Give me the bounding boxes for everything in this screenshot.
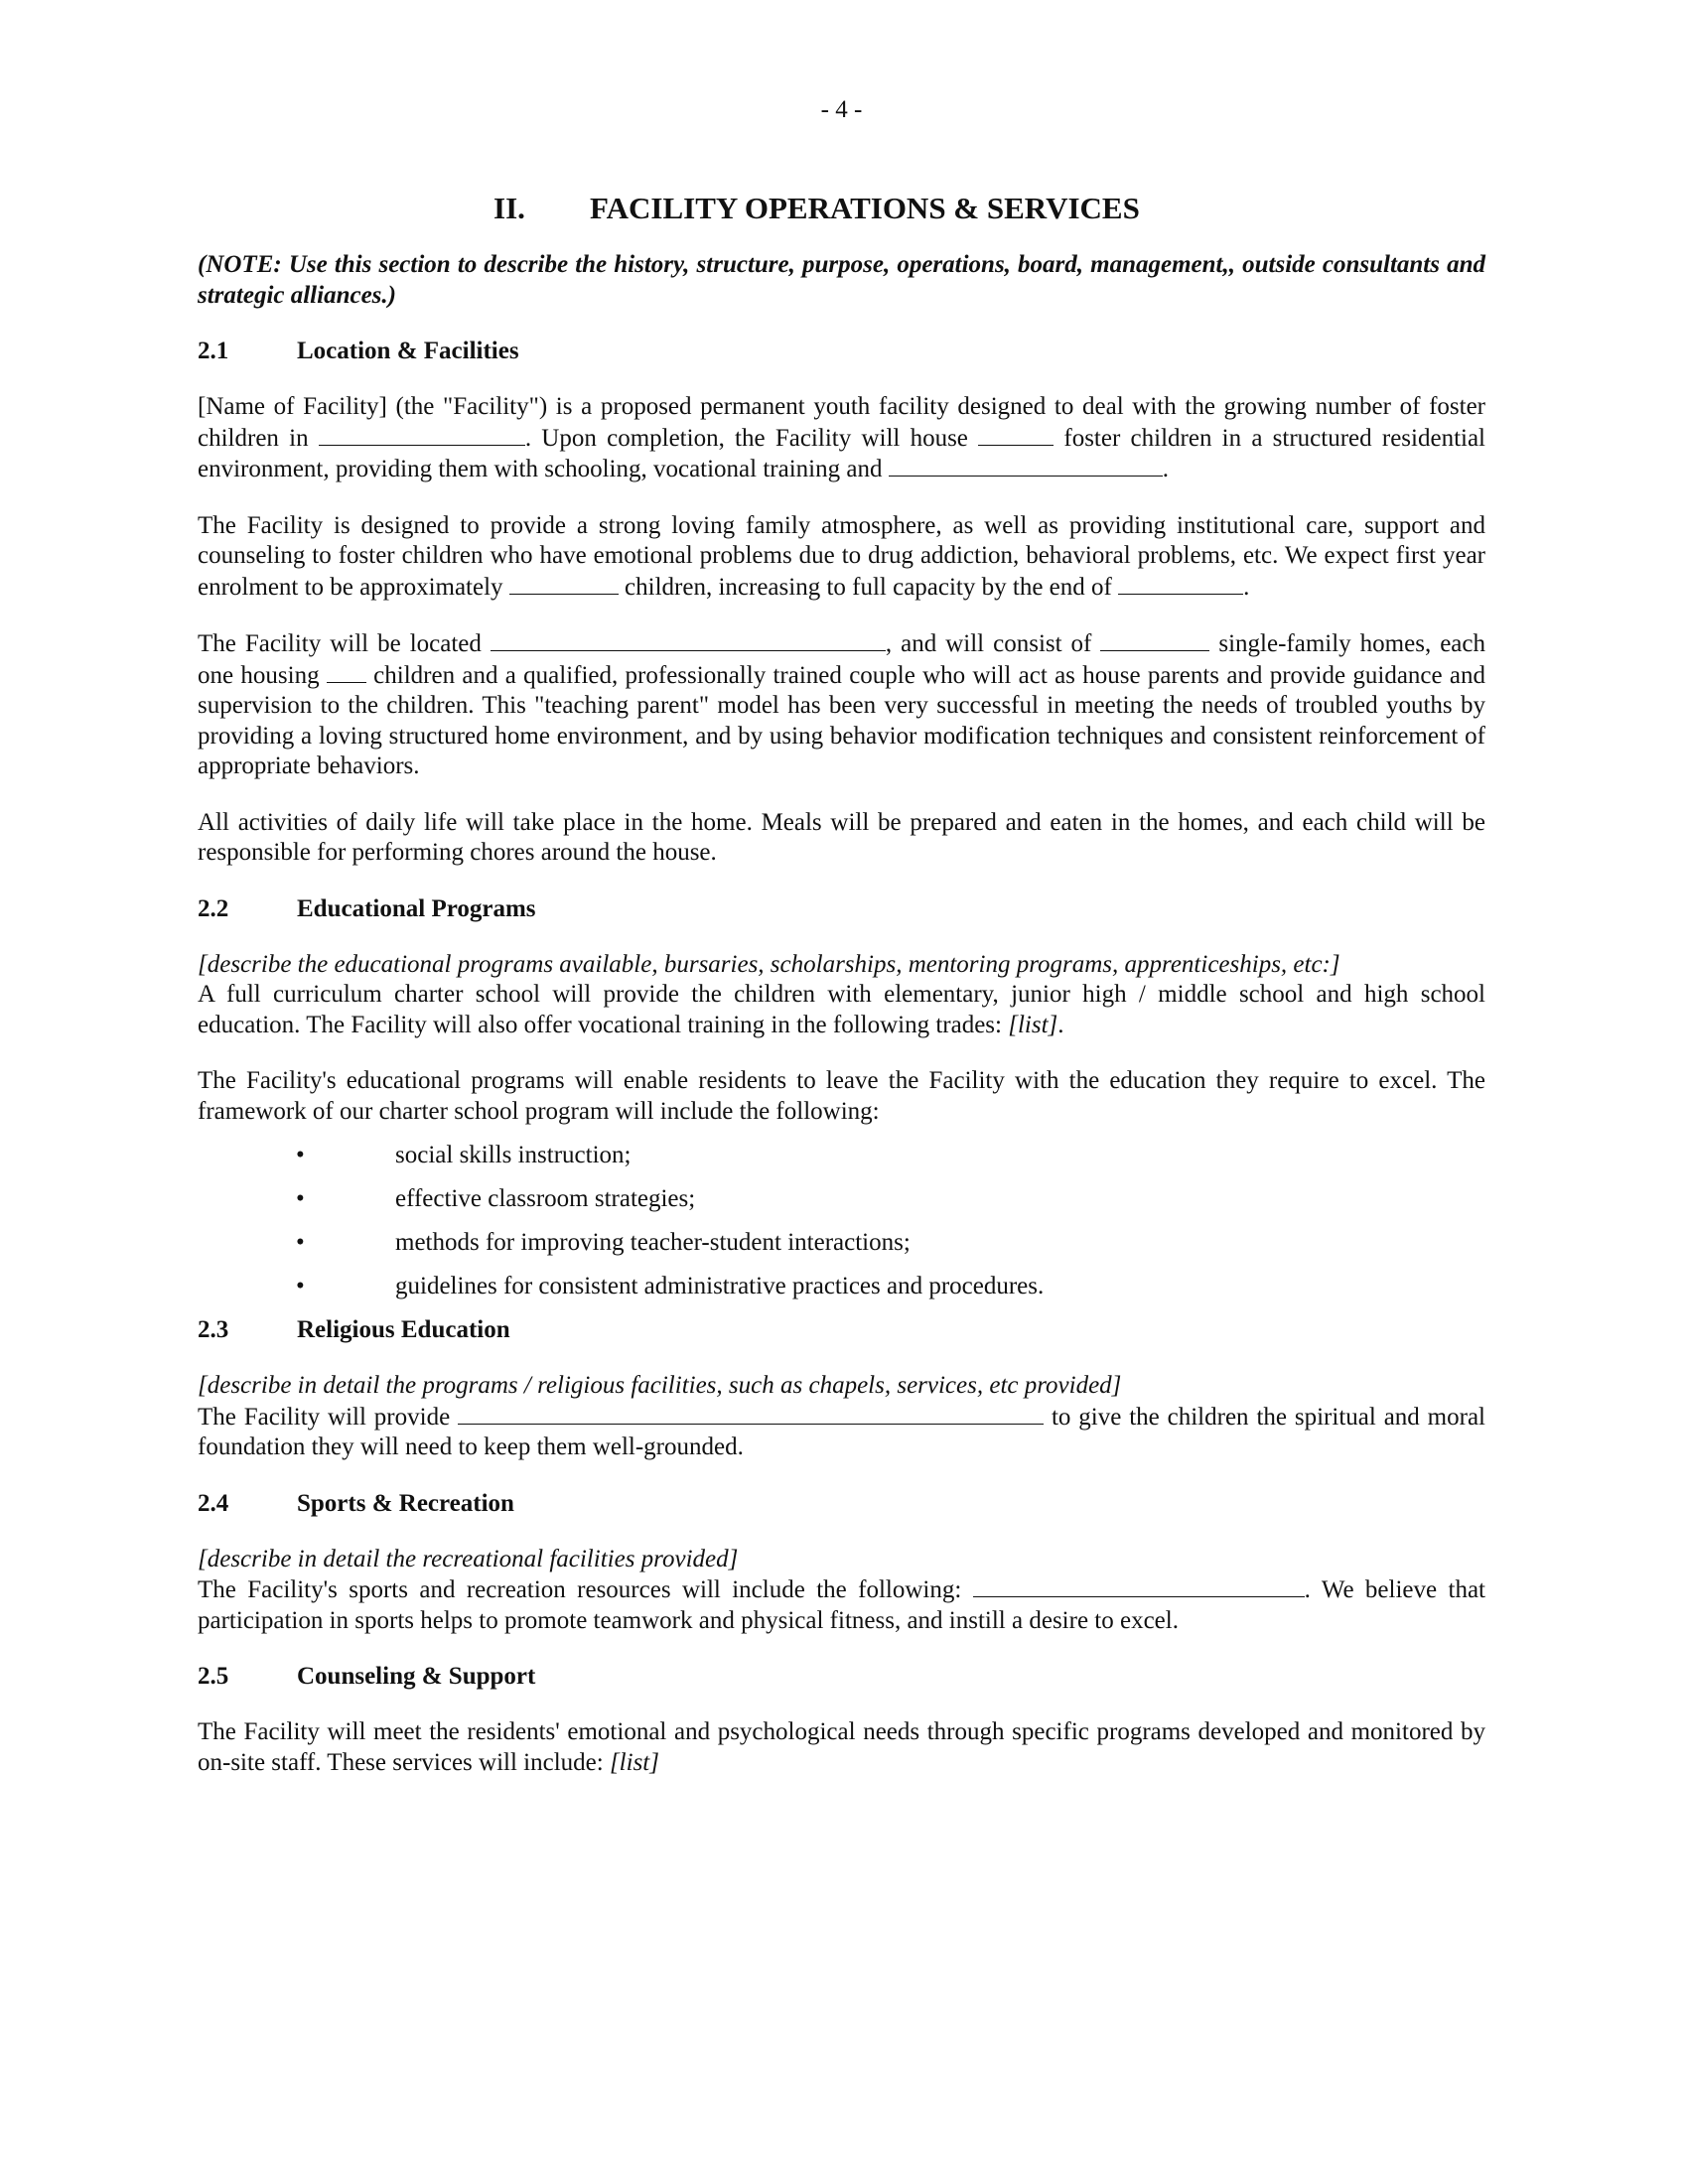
text-run: The Facility will be located (198, 630, 491, 657)
bullet-icon: • (296, 1229, 305, 1256)
fill-in-blank (1100, 628, 1209, 651)
subsection-number: 2.2 (198, 894, 229, 922)
list-item-text: methods for improving teacher-student interactions; (395, 1229, 911, 1256)
fill-in-blank (509, 572, 619, 595)
subsection-title: Religious Education (297, 1316, 510, 1343)
subsection-title: Educational Programs (297, 894, 536, 922)
paragraph-facility-intro (198, 392, 1485, 485)
list-item (198, 1184, 1485, 1214)
instruction-note: [describe in detail the recreational facilities provided] (198, 1545, 739, 1572)
text-run: The Facility is designed to provide a strong loving family atmosphere, as well as providing institutional care, support and counseling to foster children who have emotional problems due to drug addiction, behavioral problems, etc. We expect first year enrolment to be approximately (198, 511, 1485, 601)
list-item-text: social skills instruction; (395, 1142, 632, 1168)
paragraph-daily-life: All activities of daily life will take place in the home. Meals will be prepared and eaten in the homes, and each child will be responsible for performing chores around the house. (198, 808, 1485, 866)
text-run: , and will consist of (885, 630, 1101, 657)
subsection-title: Sports & Recreation (297, 1489, 514, 1517)
subsection-number: 2.1 (198, 338, 229, 364)
placeholder-list: [list] (609, 1748, 659, 1776)
paragraph-curriculum (198, 980, 1485, 1040)
text-run: [Name of Facility] (the "Facility") is a proposed permanent youth facility designed to deal with the growing number of foster children in (198, 393, 1485, 452)
text-run: foster children in a structured residential environment, providing them with schooling, vocational training and (198, 424, 1486, 482)
bullet-icon: • (296, 1142, 305, 1168)
subsection-heading-2-5 (198, 1662, 1485, 1692)
list-item (198, 1228, 1485, 1258)
list-item-text: guidelines for consistent administrative practices and procedures. (395, 1273, 1045, 1299)
text-run: single-family homes, each one housing (198, 630, 1485, 689)
subsection-heading-2-3 (198, 1315, 1485, 1345)
subsection-title: Counseling & Support (297, 1663, 536, 1690)
subsection-number: 2.3 (198, 1316, 229, 1343)
subsection-number: 2.5 (198, 1663, 229, 1690)
section-note: (NOTE: Use this section to describe the history, structure, purpose, operations, board, management,, outside consultants and strategic alliances.) (198, 251, 1485, 309)
bullet-icon: • (296, 1273, 305, 1299)
fill-in-blank (973, 1574, 1305, 1597)
fill-in-blank (491, 628, 886, 651)
text-run: . We believe that participation in sports helps to promote teamwork and physical fitness, and instill a desire to excel. (198, 1576, 1485, 1634)
fill-in-blank (978, 423, 1054, 446)
instruction-note: [describe the educational programs available, bursaries, scholarships, mentoring programs, apprenticeships, etc:] (198, 950, 1340, 978)
fill-in-blank (458, 1402, 1044, 1425)
bullet-list (198, 1141, 1485, 1301)
text-run: . (1057, 1011, 1064, 1038)
page-number: - 4 - (820, 96, 863, 123)
text-run: A full curriculum charter school will provide the children with elementary, junior high / middle school and high school education. The Facility will also offer vocational training in the following trades: (198, 981, 1485, 1038)
paragraph-religious (198, 1402, 1485, 1463)
text-run: The Facility will provide (198, 1403, 459, 1431)
subsection-heading-2-2 (198, 894, 1485, 924)
page-content (198, 95, 1485, 1778)
fill-in-blank (1118, 572, 1243, 595)
bullet-icon: • (296, 1185, 305, 1212)
subsection-title: Location & Facilities (297, 338, 519, 364)
instruction-note: [describe in detail the programs / religious facilities, such as chapels, services, etc provided] (198, 1372, 1122, 1399)
text-run: . Upon completion, the Facility will house (524, 424, 979, 452)
paragraph-atmosphere (198, 511, 1485, 604)
text-run: . (1243, 573, 1250, 601)
section-number: II. (493, 191, 525, 225)
section-title: FACILITY OPERATIONS & SERVICES (590, 191, 1140, 225)
fill-in-blank (319, 423, 525, 446)
subsection-number: 2.4 (198, 1489, 229, 1517)
paragraph-framework: The Facility's educational programs will enable residents to leave the Facility with the education they require to excel. The framework of our charter school program will include the following: (198, 1067, 1485, 1125)
paragraph-sports (198, 1574, 1485, 1636)
text-run: The Facility's sports and recreation resources will include the following: (198, 1576, 973, 1603)
list-item-text: effective classroom strategies; (395, 1185, 696, 1212)
list-item (198, 1272, 1485, 1301)
text-run: to give the children the spiritual and moral foundation they will need to keep them well-grounded. (198, 1403, 1485, 1460)
list-item (198, 1141, 1485, 1170)
section-heading (198, 189, 1485, 228)
subsection-heading-2-1 (198, 337, 1485, 366)
placeholder-list: [list] (1008, 1011, 1058, 1038)
paragraph-counseling (198, 1717, 1485, 1778)
subsection-heading-2-4 (198, 1489, 1485, 1519)
text-run: children and a qualified, professionally trained couple who will act as house parents and provide guidance and supervision to the children. This "teaching parent" model has been very successful in meeting the needs of troubled youths by providing a loving structured home environment, and by using behavior modification techniques and consistent reinforcement of appropriate behaviors. (198, 661, 1485, 779)
text-run: children, increasing to full capacity by the end of (618, 573, 1119, 601)
paragraph-location (198, 628, 1485, 782)
fill-in-blank (327, 660, 366, 683)
text-run: . (1162, 456, 1169, 482)
fill-in-blank (889, 454, 1163, 477)
text-run: The Facility will meet the residents' emotional and psychological needs through specific programs developed and monitored by on-site staff. These services will include: (198, 1718, 1485, 1776)
